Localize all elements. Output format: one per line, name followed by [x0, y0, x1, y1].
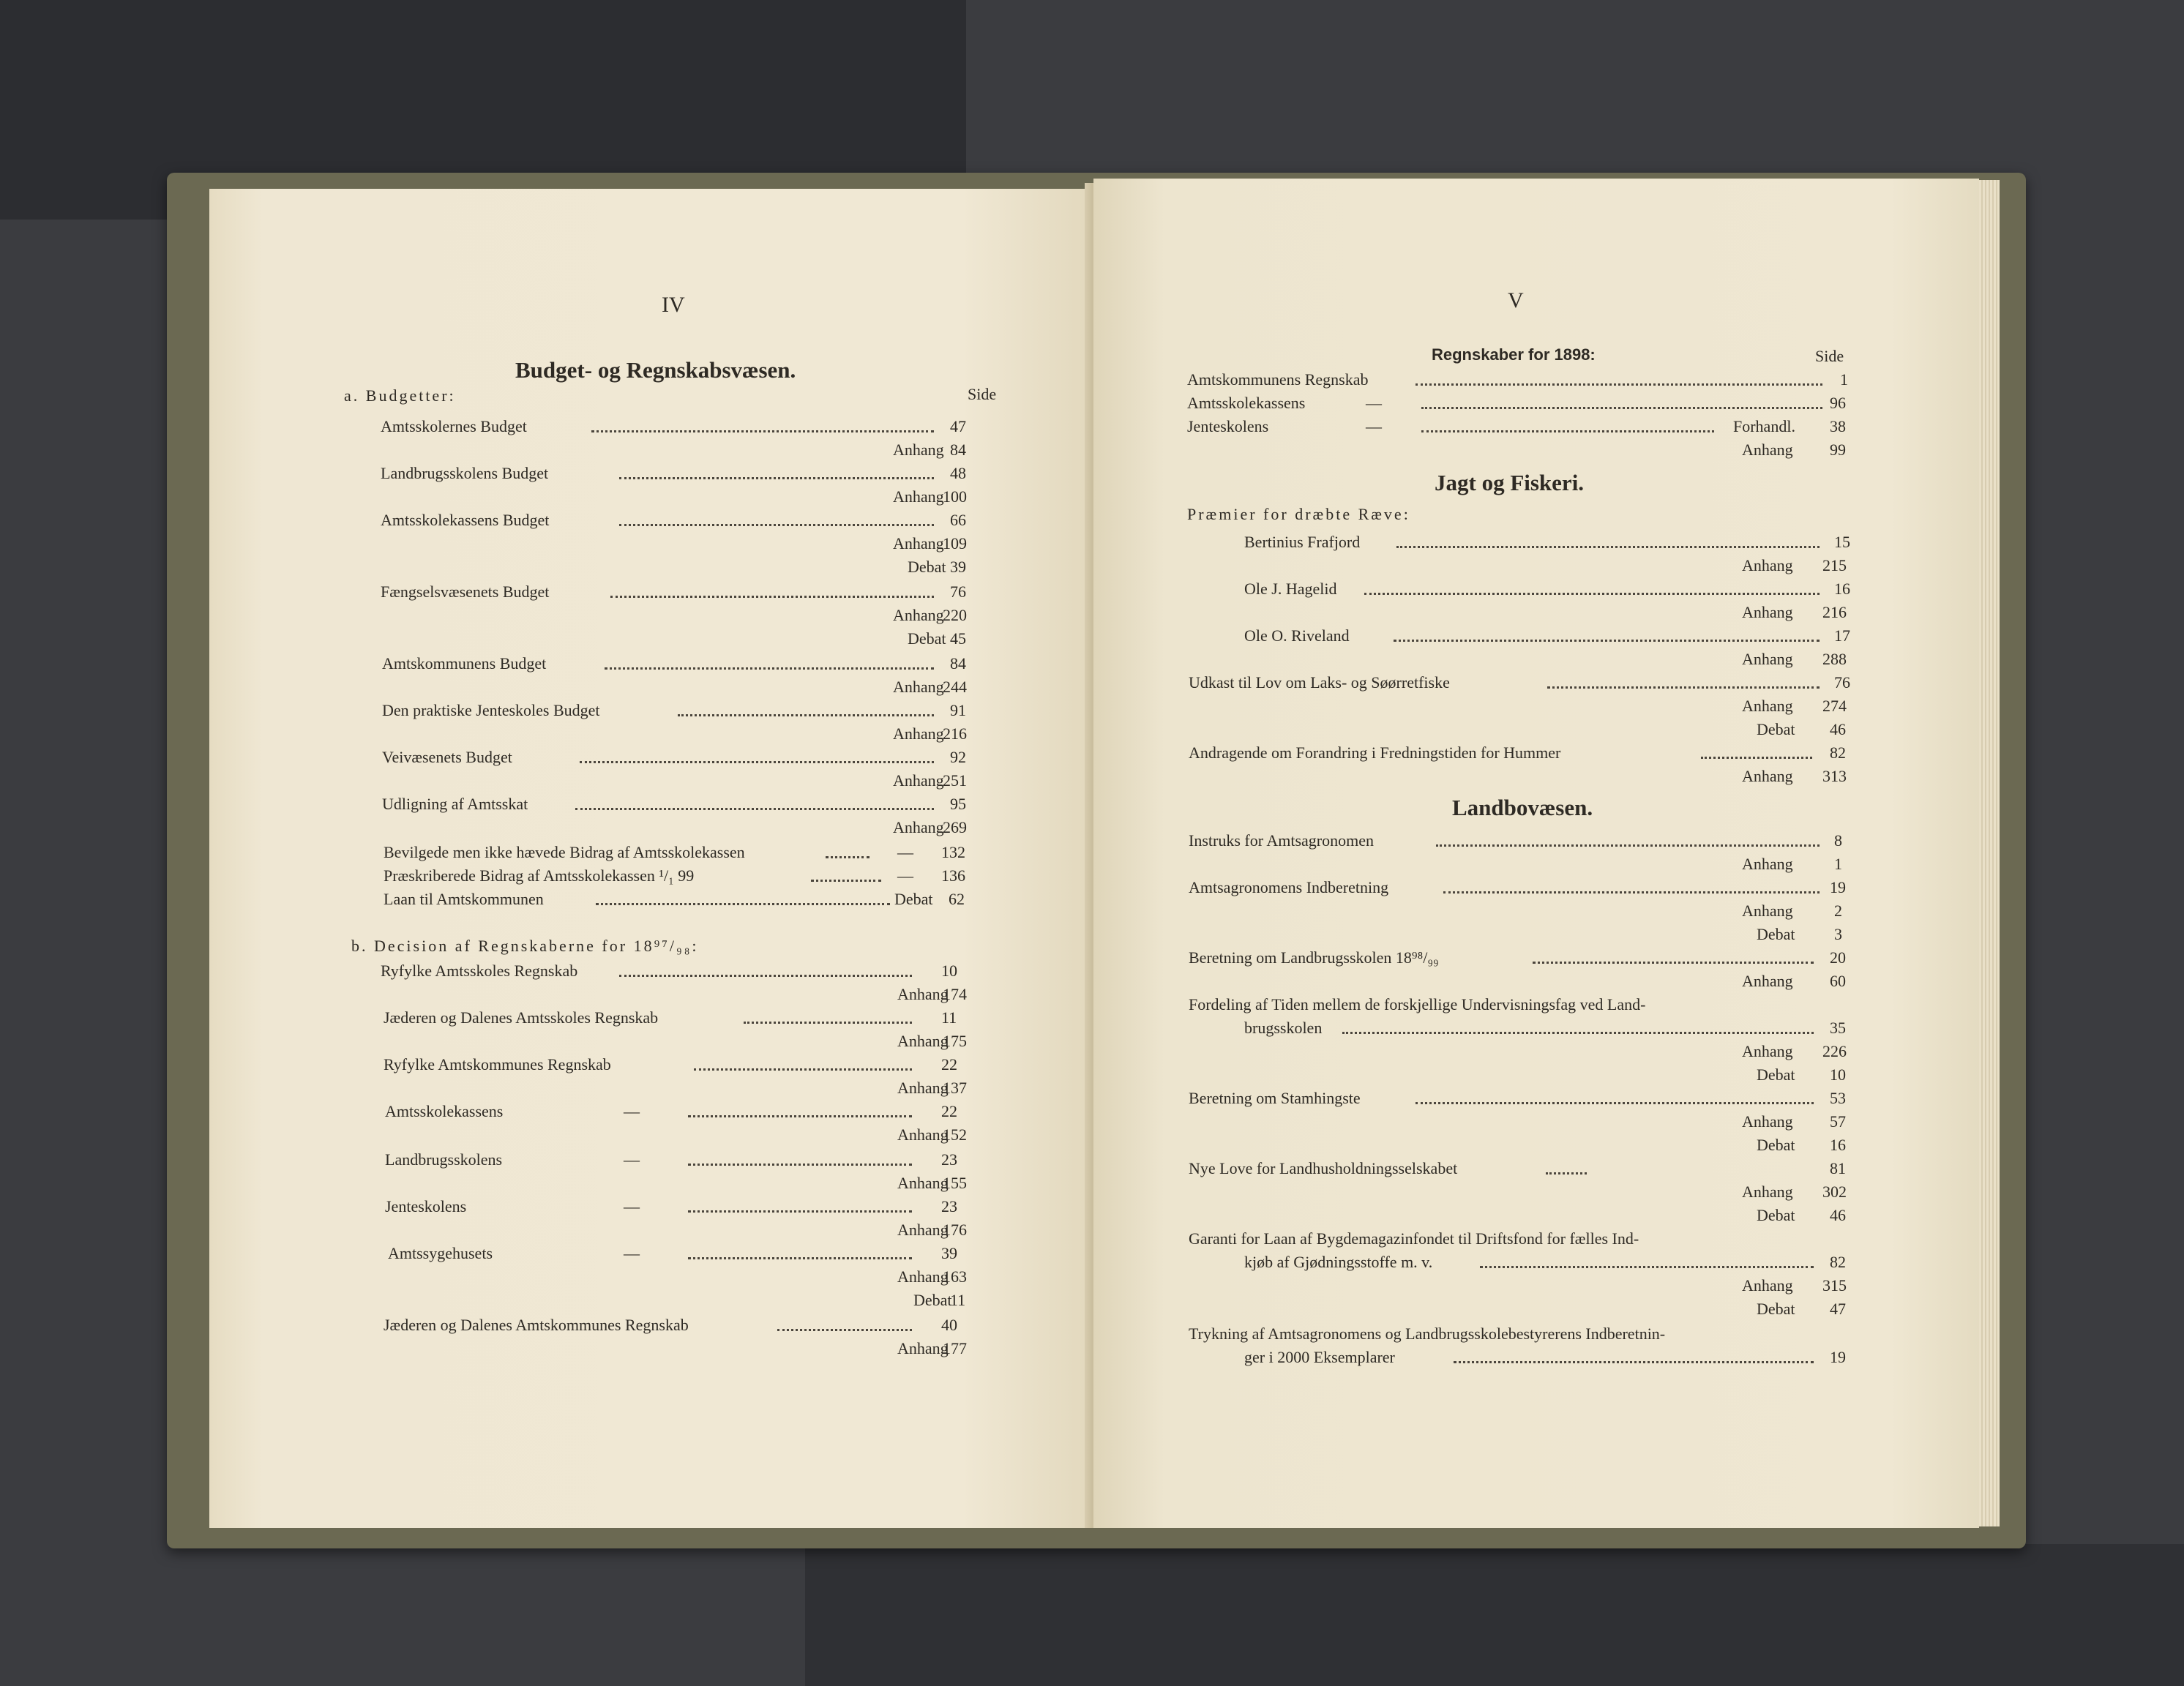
entry-title: Præskriberede Bidrag af Amtsskolekassen ¹/₁ 99 [384, 866, 695, 885]
entry-sub-label: Anhang [893, 534, 944, 552]
entry-page: 11 [941, 1008, 957, 1027]
entry-page: 163 [943, 1267, 967, 1286]
entry-page: 47 [950, 417, 966, 435]
entry-page: 315 [1822, 1276, 1847, 1295]
entry-page: 46 [1830, 1206, 1846, 1224]
entry-sub-label: Anhang [897, 1125, 949, 1144]
side-label-right: Side [1815, 347, 1844, 365]
entry-sub-label: Debat [913, 1291, 952, 1309]
entry-title-continued: kjøb af Gjødningsstoffe m. v. [1244, 1253, 1433, 1271]
entry-sub-label: Debat [1757, 1300, 1795, 1318]
entry-dash: — [624, 1197, 640, 1215]
entry-title: Beretning om Landbrugsskolen 18⁹⁸/₉₉ [1189, 948, 1439, 967]
entry-page: 66 [950, 511, 966, 529]
entry-sub-label: Anhang [897, 1339, 949, 1357]
entry-page: 60 [1830, 972, 1846, 990]
entry-sub-label: Debat [1757, 925, 1795, 943]
entry-page: 1 [1834, 855, 1842, 873]
regnskaber-heading: Regnskaber for 1898: [1432, 345, 1596, 364]
entry-title: Jenteskolens [385, 1197, 467, 1215]
entry-sub-label: Anhang [897, 1032, 949, 1050]
entry-page: 216 [943, 724, 967, 743]
entry-page: 220 [943, 606, 967, 624]
entry-title: Amtskommunens Regnskab [1187, 370, 1369, 389]
entry-sub-label: Anhang [893, 771, 944, 790]
entry-sub-label: Anhang [893, 441, 944, 459]
entry-page: 136 [941, 866, 965, 885]
entry-page: 39 [941, 1244, 957, 1262]
leader-dots [688, 1243, 912, 1259]
entry-page: 99 [1830, 441, 1846, 459]
entry-title: Amtsskolekassens Budget [381, 511, 550, 529]
leader-dots [744, 1007, 912, 1024]
page-edges [1979, 180, 2000, 1526]
entry-page: 38 [1830, 417, 1846, 435]
entry-title: Bertinius Frafjord [1244, 533, 1361, 551]
entry-page: 109 [943, 534, 967, 552]
entry-page: 16 [1830, 1136, 1846, 1154]
entry-page: 17 [1834, 626, 1850, 645]
entry-title: Bevilgede men ikke hævede Bidrag af Amtsskolekassen [384, 843, 745, 861]
leader-dots [605, 653, 934, 670]
leader-dots [1416, 369, 1822, 386]
entry-page: 174 [943, 985, 967, 1003]
entry-title: Garanti for Laan af Bygdemagazinfondet til Driftsfond for fælles Ind- [1189, 1229, 1639, 1248]
entry-page: 82 [1830, 743, 1846, 762]
entry-title: Beretning om Stamhingste [1189, 1089, 1361, 1107]
entry-sub-label: Anhang [1742, 1183, 1793, 1201]
entry-page: 45 [950, 629, 966, 648]
entry-page: 76 [1834, 673, 1850, 692]
entry-title-continued: brugsskolen [1244, 1019, 1323, 1037]
leader-dots [1480, 1251, 1814, 1268]
background-board-bottom [805, 1544, 2184, 1686]
leader-dots [1443, 877, 1820, 893]
entry-page: 48 [950, 464, 966, 482]
entry-page: 84 [950, 654, 966, 672]
entry-title: Amtssygehusets [388, 1244, 493, 1262]
entry-sub-label: Anhang [1742, 441, 1793, 459]
entry-title: Amtsagronomens Indberetning [1189, 878, 1389, 896]
entry-dash: — [624, 1150, 640, 1169]
entry-page: 2 [1834, 902, 1842, 920]
leader-dots [1454, 1346, 1814, 1363]
entry-sub-label: Anhang [897, 1079, 949, 1097]
entry-title: Nye Love for Landhusholdningsselskabet [1189, 1159, 1458, 1177]
entry-title: Ole O. Riveland [1244, 626, 1350, 645]
entry-page: 152 [943, 1125, 967, 1144]
leader-dots [1701, 742, 1812, 759]
entry-page: 16 [1834, 580, 1850, 598]
right-page [1093, 179, 1979, 1528]
entry-page: 46 [1830, 720, 1846, 738]
entry-page: 96 [1830, 394, 1846, 412]
entry-sub-label: Debat [1757, 1065, 1795, 1084]
entry-page: 226 [1822, 1042, 1847, 1060]
entry-page: 81 [1830, 1159, 1846, 1177]
entry-page: 19 [1830, 878, 1846, 896]
entry-page: 22 [941, 1055, 957, 1074]
entry-sub-label: Anhang [1742, 556, 1793, 574]
leader-dots [1421, 416, 1714, 432]
entry-page: 269 [943, 818, 967, 836]
entry-page: 82 [1830, 1253, 1846, 1271]
entry-page: 244 [943, 678, 967, 696]
leader-dots [1421, 392, 1822, 409]
entry-page: 40 [941, 1316, 957, 1334]
entry-page: 53 [1830, 1089, 1846, 1107]
entry-page: 76 [950, 582, 966, 601]
leader-dots [1342, 1017, 1814, 1034]
entry-sub-label: Anhang [1742, 767, 1793, 785]
leader-dots [1394, 625, 1820, 642]
leader-dots [678, 700, 934, 716]
entry-page: 57 [1830, 1112, 1846, 1131]
entry-page: 10 [941, 962, 957, 980]
entry-title: Udkast til Lov om Laks- og Søørretfiske [1189, 673, 1450, 692]
entry-page: 313 [1822, 767, 1847, 785]
entry-page: 11 [950, 1291, 966, 1309]
entry-title: Amtsskolernes Budget [381, 417, 527, 435]
entry-page: 92 [950, 748, 966, 766]
leader-dots [1547, 672, 1820, 689]
leader-dots [1396, 531, 1820, 548]
entry-sub-label: Anhang [893, 678, 944, 696]
entry-sub-label: Anhang [1742, 697, 1793, 715]
entry-page: 215 [1822, 556, 1847, 574]
entry-page: 288 [1822, 650, 1847, 668]
entry-title: Veivæsenets Budget [382, 748, 512, 766]
entry-page: 176 [943, 1221, 967, 1239]
entry-page: 137 [943, 1079, 967, 1097]
entry-sub-label: Anhang [1742, 855, 1793, 873]
entry-page: 47 [1830, 1300, 1846, 1318]
entry-page: 15 [1834, 533, 1850, 551]
entry-title: Jenteskolens [1187, 417, 1269, 435]
entry-dash: — [1366, 417, 1382, 435]
entry-dash: — [1366, 394, 1382, 412]
entry-title: Andragende om Forandring i Fredningstiden for Hummer [1189, 743, 1561, 762]
entry-note: Debat [894, 890, 933, 908]
leader-dots [777, 1314, 912, 1331]
section-b-label: b. Decision af Regnskaberne for 18⁹⁷/₉₈: [351, 937, 699, 955]
entry-page: 84 [950, 441, 966, 459]
entry-page: 23 [941, 1150, 957, 1169]
leader-dots [688, 1101, 912, 1117]
section-heading-landbo: Landbovæsen. [1452, 795, 1593, 820]
entry-page: 177 [943, 1339, 967, 1357]
entry-title: Fængselsvæsenets Budget [381, 582, 550, 601]
entry-sub-label: Debat [1757, 1206, 1795, 1224]
entry-sub-label: Debat [1757, 1136, 1795, 1154]
leader-dots [619, 462, 934, 479]
entry-title-continued: ger i 2000 Eksemplarer [1244, 1348, 1395, 1366]
leader-dots [580, 746, 934, 763]
entry-sub-label: Debat [908, 558, 946, 576]
entry-sub-label: Anhang [897, 1267, 949, 1286]
entry-title: Fordeling af Tiden mellem de forskjellige Undervisningsfag ved Land- [1189, 995, 1646, 1014]
entry-dash: — [624, 1244, 640, 1262]
left-page [209, 189, 1093, 1528]
entry-title: Landbrugsskolens Budget [381, 464, 549, 482]
entry-sub-label: Debat [908, 629, 946, 648]
entry-title: Laan til Amtskommunen [384, 890, 544, 908]
entry-page: 19 [1830, 1348, 1846, 1366]
leader-dots [1416, 1087, 1814, 1104]
entry-page: 62 [949, 890, 965, 908]
section-heading-budget: Budget- og Regnskabsvæsen. [515, 357, 796, 383]
entry-page: 175 [943, 1032, 967, 1050]
entry-page: 1 [1840, 370, 1848, 389]
entry-sub-label: Anhang [1742, 1112, 1793, 1131]
side-label-left: Side [968, 385, 997, 403]
entry-page: 155 [943, 1174, 967, 1192]
entry-title: Ole J. Hagelid [1244, 580, 1337, 598]
entry-page: 23 [941, 1197, 957, 1215]
leader-dots [1364, 578, 1820, 595]
entry-dash: — [897, 866, 913, 885]
entry-title: Landbrugsskolens [385, 1150, 503, 1169]
entry-page: 39 [950, 558, 966, 576]
section-a-label: a. Budgetter: [344, 386, 456, 405]
entry-sub-label: Anhang [897, 1174, 949, 1192]
entry-sub-label: Anhang [893, 487, 944, 506]
entry-sub-label: Anhang [897, 1221, 949, 1239]
entry-title: Amtskommunens Budget [382, 654, 547, 672]
entry-sub-label: Anhang [1742, 603, 1793, 621]
leader-dots [1546, 1158, 1587, 1174]
entry-page: 216 [1822, 603, 1847, 621]
entry-page: 8 [1834, 831, 1842, 850]
leader-dots [619, 509, 934, 526]
leader-dots [596, 888, 890, 905]
entry-sub-label: Anhang [893, 818, 944, 836]
entry-sub-label: Debat [1757, 720, 1795, 738]
entry-sub-label: Anhang [1742, 902, 1793, 920]
leader-dots [688, 1149, 912, 1166]
entry-sub-label: Anhang [893, 724, 944, 743]
leader-dots [826, 842, 870, 858]
entry-page: 10 [1830, 1065, 1846, 1084]
entry-page: 274 [1822, 697, 1847, 715]
leader-dots [694, 1054, 912, 1071]
leader-dots [1533, 947, 1814, 964]
entry-title: Trykning af Amtsagronomens og Landbrugsskolebestyrerens Indberetnin- [1189, 1325, 1666, 1343]
page-number-left: IV [662, 293, 685, 317]
entry-title: Ryfylke Amtsskoles Regnskab [381, 962, 578, 980]
entry-title: Den praktiske Jenteskoles Budget [382, 701, 600, 719]
entry-title: Jæderen og Dalenes Amtskommunes Regnskab [384, 1316, 689, 1334]
entry-sub-label: Anhang [897, 985, 949, 1003]
entry-page: 35 [1830, 1019, 1846, 1037]
entry-dash: — [624, 1102, 640, 1120]
leader-dots [688, 1196, 912, 1213]
entry-title: Amtsskolekassens [385, 1102, 504, 1120]
leader-dots [1436, 830, 1820, 847]
entry-sub-label: Anhang [893, 606, 944, 624]
entry-sub-label: Anhang [1742, 650, 1793, 668]
entry-page: 22 [941, 1102, 957, 1120]
entry-note: Forhandl. [1733, 417, 1795, 435]
leader-dots [591, 416, 934, 432]
leader-dots [619, 960, 912, 977]
entry-title: Ryfylke Amtskommunes Regnskab [384, 1055, 611, 1074]
entry-page: 251 [943, 771, 967, 790]
entry-sub-label: Anhang [1742, 1042, 1793, 1060]
entry-dash: — [897, 843, 913, 861]
entry-sub-label: Anhang [1742, 1276, 1793, 1295]
entry-page: 20 [1830, 948, 1846, 967]
entry-page: 95 [950, 795, 966, 813]
jagt-label: Præmier for dræbte Ræve: [1187, 505, 1410, 523]
leader-dots [811, 865, 881, 882]
entry-page: 302 [1822, 1183, 1847, 1201]
leader-dots [575, 793, 934, 810]
entry-sub-label: Anhang [1742, 972, 1793, 990]
entry-page: 100 [943, 487, 967, 506]
entry-title: Jæderen og Dalenes Amtsskoles Regnskab [384, 1008, 659, 1027]
page-number-right: V [1508, 288, 1524, 312]
entry-page: 132 [941, 843, 965, 861]
section-heading-jagt: Jagt og Fiskeri. [1435, 470, 1585, 495]
entry-title: Amtsskolekassens [1187, 394, 1306, 412]
entry-title: Instruks for Amtsagronomen [1189, 831, 1374, 850]
entry-page: 91 [950, 701, 966, 719]
leader-dots [610, 581, 934, 598]
entry-page: 3 [1834, 925, 1842, 943]
entry-title: Udligning af Amtsskat [382, 795, 528, 813]
